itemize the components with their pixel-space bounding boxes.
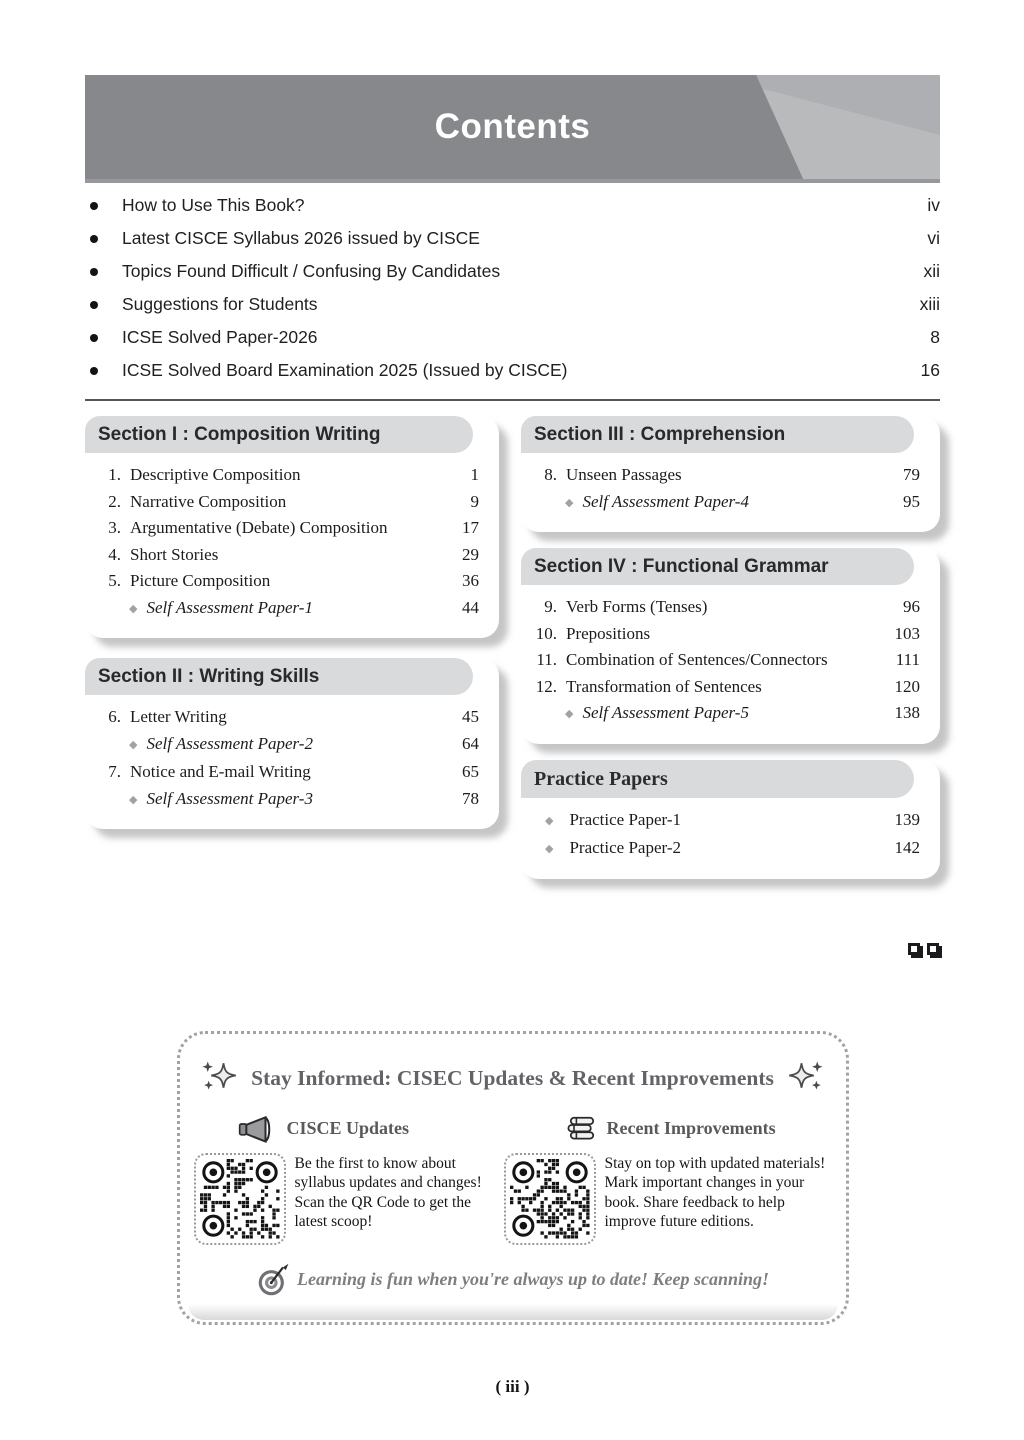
chapter-number: 2. xyxy=(108,491,121,511)
diamond-bullet-icon: ◆ xyxy=(565,495,574,509)
toc-entry xyxy=(85,542,479,569)
chapter-title: Picture Composition xyxy=(130,571,271,590)
chapter-number: 9. xyxy=(544,597,557,616)
page-title: Contents xyxy=(434,107,591,146)
chapter-title: Short Stories xyxy=(130,544,219,564)
section-box xyxy=(85,658,499,829)
diamond-bullet-icon: ◆ xyxy=(545,813,554,827)
toc-columns xyxy=(85,416,940,895)
recent-improvements-heading-row xyxy=(566,1114,832,1144)
bullet-icon xyxy=(90,235,98,243)
books-icon xyxy=(566,1114,598,1144)
front-matter-page-number: 8 xyxy=(930,327,940,347)
chapter-title: Self Assessment Paper-3 xyxy=(146,788,313,808)
diamond-bullet-icon: ◆ xyxy=(545,842,554,855)
chapter-title: Descriptive Composition xyxy=(130,465,301,484)
chapter-number: 1. xyxy=(108,465,121,484)
dart-target-icon xyxy=(256,1262,292,1298)
toc-subentry xyxy=(521,700,920,729)
front-matter-item xyxy=(85,354,940,387)
front-matter-list xyxy=(85,189,940,401)
toc-entry xyxy=(85,568,479,595)
section-box xyxy=(521,760,940,879)
diamond-bullet-icon: ◆ xyxy=(129,737,138,751)
chapter-title: Self Assessment Paper-2 xyxy=(146,733,313,753)
front-matter-label: ICSE Solved Paper-2026 xyxy=(122,327,318,347)
front-matter-item xyxy=(85,189,940,222)
front-matter-item xyxy=(85,321,940,354)
contents-banner xyxy=(85,75,940,183)
diamond-bullet-icon: ◆ xyxy=(129,792,138,806)
square-mark-icon xyxy=(927,943,939,955)
chapter-page-number: 95 xyxy=(903,491,920,511)
section-header: Practice Papers xyxy=(521,760,914,798)
section-items xyxy=(85,695,499,814)
toc-entry xyxy=(521,647,920,674)
info-title-row xyxy=(192,1058,834,1100)
tagline-row xyxy=(192,1262,834,1298)
qr-code-icon xyxy=(200,1159,280,1239)
chapter-page-number: 65 xyxy=(462,762,479,781)
cisce-updates-content xyxy=(194,1153,486,1245)
bullet-icon xyxy=(90,301,98,309)
chapter-title: Combination of Sentences/Connectors xyxy=(566,650,828,669)
chapter-title: Self Assessment Paper-5 xyxy=(582,703,749,722)
front-matter-label: How to Use This Book? xyxy=(122,195,305,215)
toc-entry xyxy=(85,759,479,786)
chapter-title: Unseen Passages xyxy=(566,465,682,484)
chapter-page-number: 138 xyxy=(894,703,920,722)
chapter-title: Practice Paper-1 xyxy=(569,809,681,829)
chapter-page-number: 111 xyxy=(895,650,920,669)
info-box-tagline: Learning is fun when you're always up to date! Keep scanning! xyxy=(296,1269,770,1289)
front-matter-item xyxy=(85,255,940,288)
chapter-page-number: 44 xyxy=(462,597,479,617)
recent-improvements-heading: Recent Improvements xyxy=(606,1118,776,1138)
section-box xyxy=(521,548,940,744)
bullet-icon xyxy=(90,334,98,342)
toc-entry xyxy=(85,704,479,731)
chapter-number: 3. xyxy=(108,518,121,537)
front-matter-label: Topics Found Difficult / Confusing By Candidates xyxy=(122,261,501,281)
bullet-icon xyxy=(90,202,98,210)
chapter-title: Narrative Composition xyxy=(130,491,287,511)
info-columns xyxy=(192,1114,834,1245)
toc-column-left xyxy=(85,416,499,849)
front-matter-page-number: xii xyxy=(923,261,940,281)
front-matter-page-number: xiii xyxy=(919,294,940,314)
info-box-title: Stay Informed: CISEC Updates & Recent Improvements xyxy=(251,1066,774,1090)
qr-code-icon xyxy=(510,1159,590,1239)
chapter-page-number: 29 xyxy=(462,544,479,564)
toc-entry xyxy=(521,594,920,621)
front-matter-page-number: iv xyxy=(927,195,940,215)
toc-subentry xyxy=(521,807,920,836)
front-matter-label: Suggestions for Students xyxy=(122,294,318,314)
front-matter-page-number: 16 xyxy=(920,360,940,380)
chapter-title: Argumentative (Debate) Composition xyxy=(130,518,388,537)
section-box xyxy=(521,416,940,532)
end-of-section-marks xyxy=(85,943,940,955)
cisce-updates-column xyxy=(194,1114,486,1245)
chapter-title: Transformation of Sentences xyxy=(566,676,762,696)
toc-subentry xyxy=(85,731,479,760)
cisce-updates-heading-row xyxy=(238,1114,486,1144)
toc-entry xyxy=(85,515,479,542)
recent-improvements-content xyxy=(504,1153,832,1245)
chapter-page-number: 142 xyxy=(894,838,920,857)
toc-entry xyxy=(521,621,920,648)
recent-improvements-text: Stay on top with updated materials! Mark important changes in your book. Share feedback to help improve future editions. xyxy=(604,1154,826,1230)
qr-code-syllabus-updates xyxy=(194,1153,286,1245)
chapter-number: 7. xyxy=(108,762,121,781)
megaphone-icon xyxy=(238,1114,278,1144)
page-number: ( iii ) xyxy=(495,1376,530,1396)
chapter-page-number: 45 xyxy=(462,707,479,726)
recent-improvements-column xyxy=(504,1114,832,1245)
section-box xyxy=(85,416,499,638)
section-items xyxy=(85,453,499,623)
chapter-number: 12. xyxy=(535,676,557,696)
toc-column-right xyxy=(521,416,940,895)
chapter-page-number: 36 xyxy=(462,571,479,590)
section-items xyxy=(521,798,940,864)
stay-informed-box xyxy=(177,1031,849,1325)
chapter-number: 8. xyxy=(544,465,557,484)
chapter-number: 11. xyxy=(536,650,557,669)
sparkle-icon xyxy=(199,1058,241,1100)
toc-entry xyxy=(85,489,479,516)
chapter-page-number: 9 xyxy=(470,491,479,511)
section-items xyxy=(521,585,940,729)
toc-entry xyxy=(521,462,920,489)
cisce-updates-heading: CISCE Updates xyxy=(286,1118,410,1138)
toc-entry xyxy=(521,674,920,701)
chapter-page-number: 79 xyxy=(903,465,920,484)
front-matter-item xyxy=(85,222,940,255)
chapter-title: Self Assessment Paper-1 xyxy=(146,597,313,617)
chapter-title: Verb Forms (Tenses) xyxy=(566,597,708,616)
diamond-bullet-icon: ◆ xyxy=(129,601,138,615)
chapter-number: 5. xyxy=(108,571,121,590)
chapter-title: Letter Writing xyxy=(130,707,227,726)
section-header: Section II : Writing Skills xyxy=(85,658,473,695)
bullet-icon xyxy=(90,268,98,276)
chapter-page-number: 64 xyxy=(462,733,479,753)
section-items xyxy=(521,453,940,517)
toc-entry xyxy=(85,462,479,489)
chapter-page-number: 17 xyxy=(462,518,479,537)
diamond-bullet-icon: ◆ xyxy=(565,707,574,720)
chapter-title: Practice Paper-2 xyxy=(569,838,681,857)
chapter-number: 4. xyxy=(108,544,121,564)
toc-subentry xyxy=(85,595,479,624)
toc-subentry xyxy=(521,835,920,864)
bullet-icon xyxy=(90,367,98,375)
section-header: Section IV : Functional Grammar xyxy=(521,548,914,585)
chapter-page-number: 1 xyxy=(470,465,479,484)
chapter-number: 6. xyxy=(108,707,121,726)
front-matter-label: Latest CISCE Syllabus 2026 issued by CISCE xyxy=(122,228,480,248)
chapter-number: 10. xyxy=(535,623,557,643)
toc-subentry xyxy=(85,786,479,815)
chapter-title: Notice and E-mail Writing xyxy=(130,762,311,781)
chapter-page-number: 103 xyxy=(894,623,920,643)
front-matter-page-number: vi xyxy=(927,228,940,248)
toc-subentry xyxy=(521,489,920,518)
chapter-title: Self Assessment Paper-4 xyxy=(582,491,749,511)
square-mark-icon xyxy=(908,943,920,955)
qr-code-feedback xyxy=(504,1153,596,1245)
chapter-page-number: 96 xyxy=(903,597,920,616)
sparkle-icon xyxy=(784,1058,826,1100)
chapter-page-number: 120 xyxy=(894,676,920,696)
chapter-title: Prepositions xyxy=(566,623,651,643)
chapter-page-number: 78 xyxy=(462,788,479,808)
front-matter-item xyxy=(85,288,940,321)
cisce-updates-text: Be the first to know about syllabus updates and changes! Scan the QR Code to get the latest scoop! xyxy=(294,1154,482,1230)
chapter-page-number: 139 xyxy=(894,809,920,829)
section-header: Section I : Composition Writing xyxy=(85,416,473,453)
front-matter-label: ICSE Solved Board Examination 2025 (Issued by CISCE) xyxy=(122,360,568,380)
section-header: Section III : Comprehension xyxy=(521,416,914,453)
